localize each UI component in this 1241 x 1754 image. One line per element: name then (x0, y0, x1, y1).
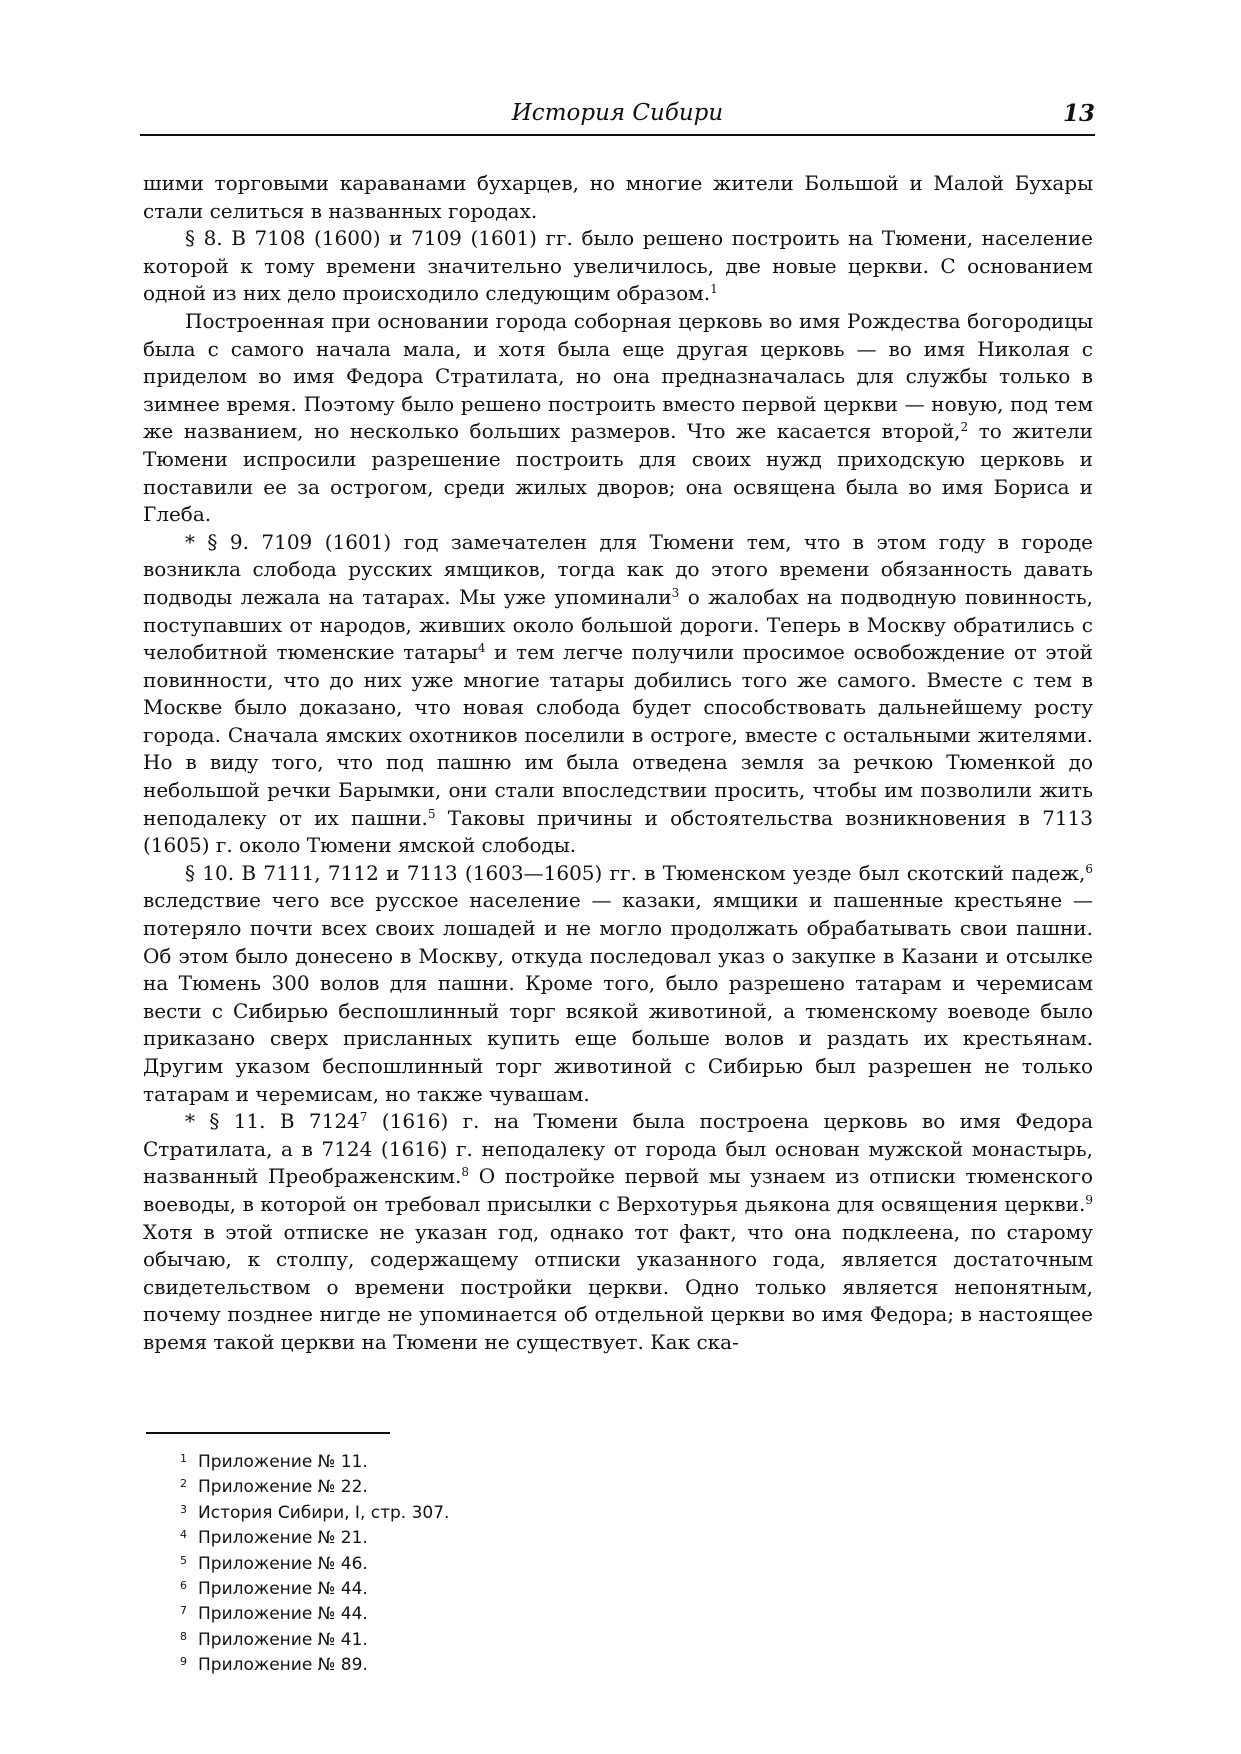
footnote-divider (146, 1432, 390, 1434)
footnote-ref: 8 (461, 1165, 469, 1180)
footnote: 3 История Сибири, I, стр. 307. (180, 1502, 450, 1523)
paragraph-section-9: * § 9. 7109 (1601) год замечателен для Тюмени тем, что в этом году в городе возникла слобода русских ямщиков, тогда как до этого времени обязанность давать подводы лежала на татарах. Мы уже упоминали$^3$ о жалобах на подводную повинность, поступавших от народов, живших около большой дороги. Теперь в Москву обратились с челобитной тюменские татары$^4$ и тем легче получили просимое освобождение от этой повинности, что до них уже многие татары добились того же самого. Вместе с тем в Москве было доказано, что новая слобода будет способствовать дальнейшему росту города. Сначала ямских охотников поселили в остроге, вместе с остальными жителями. Но в виду того, что под пашню им была отведена земля за речкою Тюменкой до небольшой речки Барымки, они стали впоследствии просить, чтобы им позволили жить неподалеку от их пашни.$^5$ Таковы причины и обстоятельства возникновения в 7113 (1605) г. около Тюмени ямской слободы. (143, 529, 1094, 858)
footnote-ref: 6 (1085, 861, 1093, 876)
footnote-ref: 3 (671, 585, 680, 600)
footnote: 4 Приложение № 21. (180, 1528, 368, 1549)
paragraph-section-10: § 10. В 7111, 7112 и 7113 (1603—1605) гг. в Тюменском уезде был скотский падеж,$^6$ вследствие чего все русское население — казаки, ямщики и пашенные крестьяне — потеряло почти всех своих лошадей и не могло продолжать обрабатывать свои пашни. Об этом было донесено в Москву, откуда последовал указ о закупке в Казани и отсылке на Тюмень 300 волов для пашни. Кроме того, было разрешено татарам и черемисам вести с Сибирью беспошлинный торг всякой животиной, а тюменскому воеводе было приказано сверх присланных купить еще больше волов и раздать их крестьянам. Другим указом беспошлинный торг животиной с Сибирью был разрешен не только татарам и черемисам, но также чувашам. (143, 860, 1093, 1106)
paragraph-cathedral: Построенная при основании города соборная церковь во имя Рождества богородицы была с самого начала мала, и хотя была еще другая церковь — во имя Николая с приделом во имя Федора Стратилата, но она предназначалась для службы только в зимнее время. Поэтому было решено построить вместо первой церкви — новую, под тем же названием, но несколько больших размеров. Что же касается второй,$^2$ то жители Тюмени испросили разрешение построить для своих нужд приходскую церковь и поставили ее за острогом, среди жилых дворов; она освящена была во имя Бориса и Глеба. (143, 308, 1093, 527)
footnote: 7 Приложение № 44. (180, 1604, 368, 1625)
page-header (140, 98, 1095, 136)
footnote: 1 Приложение № 11. (180, 1452, 368, 1472)
paragraph-section-11: * § 11. В 7124$^7$ (1616) г. на Тюмени была построена церковь во имя Федора Стратилата, а в 7124 (1616) г. неподалеку от города был основан мужской монастырь, названный Преображенским.$^8$ О постройке первой мы узнаем из отписки тюменского воеводы, в которой он требовал присылки с Верхотурья дьякона для освящения церкви.$^9$ Хотя в этой отписке не указан год, однако тот факт, что она подклеена, по старому обычаю, к столпу, содержащему отписки указанного года, является достаточным свидетельством о времени постройки церкви. Одно только является непонятным, почему позднее нигде не упоминается об отдельной церкви во имя Федора; в настоящее время такой церкви на Тюмени не существует. Как ска- (143, 1109, 1094, 1354)
footnote: 6 Приложение № 44. (180, 1579, 368, 1600)
paragraph-continuation: шими торговыми караванами бухарцев, но многие жители Большой и Малой Бухары стали селиться в названных городах. (143, 171, 1093, 223)
body-text (143, 170, 1093, 1357)
footnote: 2 Приложение № 22. (180, 1477, 368, 1498)
paragraph-section-8: § 8. В 7108 (1600) и 7109 (1601) гг. было решено построить на Тюмени, население которой к тому времени значительно увеличилось, две новые церкви. С основанием одной из них дело происходило следующим образом.$^1$ (143, 226, 1093, 306)
footnote: 9 Приложение № 89. (180, 1655, 368, 1676)
footnote-ref: 4 (477, 641, 486, 656)
running-title: История Сибири (511, 100, 724, 126)
footnote-ref: 5 (427, 806, 436, 821)
footnote-ref: 2 (960, 420, 969, 435)
footnote-ref: 7 (359, 1110, 368, 1125)
footnote: 5 Приложение № 46. (180, 1553, 368, 1574)
footnote-ref: 9 (1085, 1192, 1093, 1207)
page-number: 13 (1062, 100, 1095, 127)
footnotes (180, 1448, 680, 1677)
footnote-ref: 1 (710, 282, 718, 297)
footnote: 8 Приложение № 41. (180, 1629, 368, 1650)
